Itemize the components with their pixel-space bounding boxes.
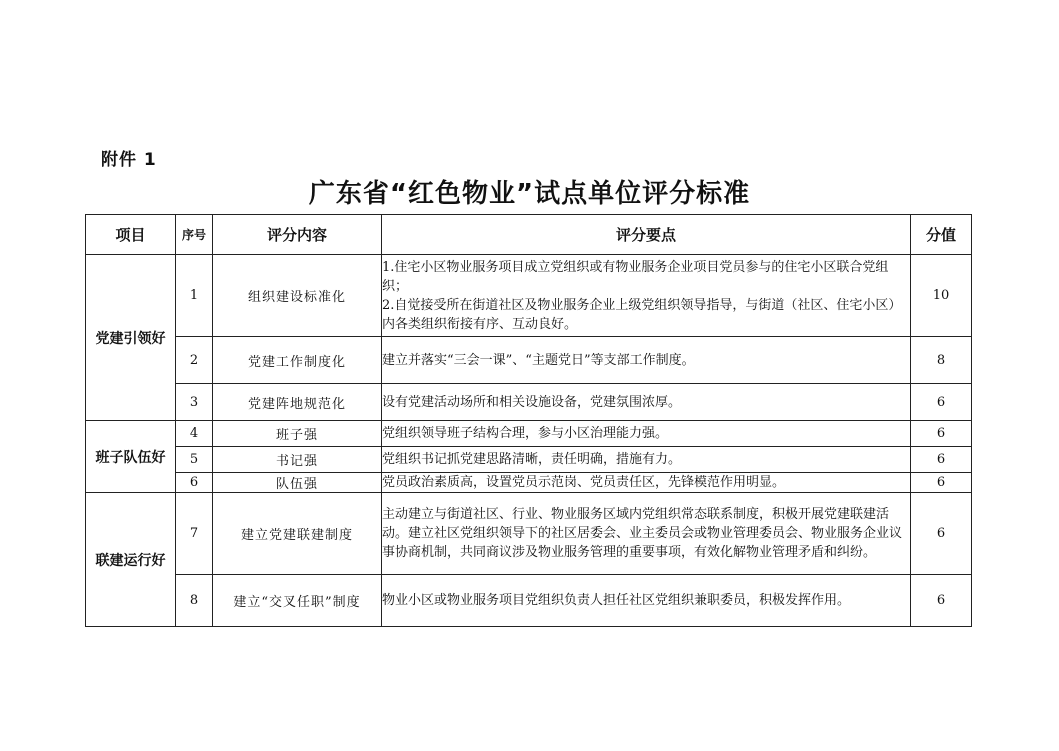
points-cell [382, 473, 911, 493]
seq-cell: 2 [176, 337, 213, 384]
point-line: 党组织领导班子结构合理，参与小区治理能力强。 [382, 426, 669, 441]
score-cell: 10 [911, 255, 972, 337]
table-row [86, 473, 972, 493]
table-row [86, 384, 972, 421]
content-cell: 组织建设标准化 [213, 255, 382, 337]
points-cell [382, 421, 911, 447]
attachment-label: 附件 1 [101, 150, 157, 170]
content-cell: 党建工作制度化 [213, 337, 382, 384]
score-cell: 8 [911, 337, 972, 384]
category-cell: 班子队伍好 [86, 421, 176, 493]
content-cell: 建立党建联建制度 [213, 493, 382, 575]
points-cell [382, 493, 911, 575]
point-line: 主动建立与街道社区、行业、物业服务区域内党组织常态联系制度，积极开展党建联建活动。建立社区党组织领导下的社区居委会、业主委员会或物业管理委员会、物业服务企业议事协商机制，共同商议涉及物业服务管理的重要事项，有效化解物业管理矛盾和纠纷。 [382, 507, 903, 560]
table-row [86, 575, 972, 627]
seq-cell: 7 [176, 493, 213, 575]
table-row [86, 337, 972, 384]
content-cell: 建立“交叉任职”制度 [213, 575, 382, 627]
table-row [86, 421, 972, 447]
point-line: 物业小区或物业服务项目党组织负责人担任社区党组织兼职委员，积极发挥作用。 [382, 593, 851, 608]
point-line: 党组织书记抓党建思路清晰，责任明确，措施有力。 [382, 452, 682, 467]
seq-cell: 8 [176, 575, 213, 627]
header-category: 项目 [86, 215, 176, 255]
point-line: 2.自觉接受所在街道社区及物业服务企业上级党组织领导指导，与街道（社区、住宅小区）内各类组织衔接有序、互动良好。 [382, 297, 902, 332]
content-cell: 党建阵地规范化 [213, 384, 382, 421]
score-cell: 6 [911, 421, 972, 447]
points-cell [382, 337, 911, 384]
scoring-table [85, 214, 972, 627]
score-cell: 6 [911, 575, 972, 627]
content-cell: 班子强 [213, 421, 382, 447]
points-cell [382, 447, 911, 473]
score-cell: 6 [911, 447, 972, 473]
points-cell [382, 255, 911, 337]
header-content: 评分内容 [213, 215, 382, 255]
score-cell: 6 [911, 493, 972, 575]
category-cell: 党建引领好 [86, 255, 176, 421]
table-header-row [86, 215, 972, 255]
point-line: 1.住宅小区物业服务项目成立党组织或有物业服务企业项目党员参与的住宅小区联合党组织； [382, 259, 889, 294]
points-cell [382, 575, 911, 627]
content-cell: 队伍强 [213, 473, 382, 493]
seq-cell: 5 [176, 447, 213, 473]
point-line: 设有党建活动场所和相关设施设备，党建氛围浓厚。 [382, 394, 682, 410]
seq-cell: 1 [176, 255, 213, 337]
point-line: 党员政治素质高，设置党员示范岗、党员责任区，先锋模范作用明显。 [382, 475, 786, 490]
score-cell: 6 [911, 384, 972, 421]
point-line: 建立并落实“三会一课”、“主题党日”等支部工作制度。 [382, 352, 695, 368]
header-points: 评分要点 [382, 215, 911, 255]
table-row [86, 447, 972, 473]
header-seq: 序号 [176, 215, 213, 255]
score-cell: 6 [911, 473, 972, 493]
seq-cell: 3 [176, 384, 213, 421]
category-cell: 联建运行好 [86, 493, 176, 627]
document-title: 广东省“红色物业”试点单位评分标准 [308, 179, 751, 209]
table-row [86, 493, 972, 575]
content-cell: 书记强 [213, 447, 382, 473]
header-score: 分值 [911, 215, 972, 255]
points-cell [382, 384, 911, 421]
seq-cell: 6 [176, 473, 213, 493]
seq-cell: 4 [176, 421, 213, 447]
table-row [86, 255, 972, 337]
